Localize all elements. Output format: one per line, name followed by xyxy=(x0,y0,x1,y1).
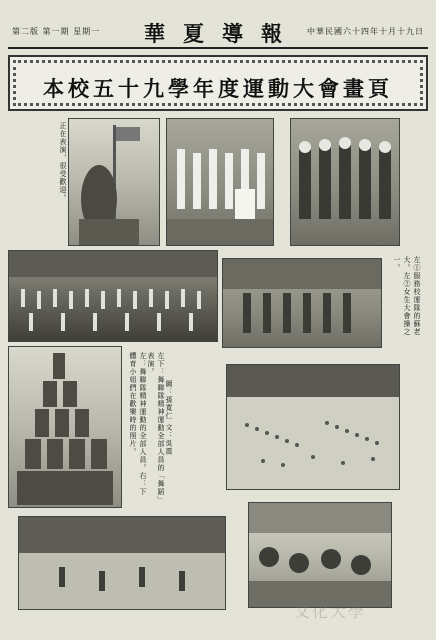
masthead-rule xyxy=(8,47,428,49)
photo-spectators xyxy=(248,502,392,608)
masthead xyxy=(8,22,428,46)
photo-credit: 圖：孫寬仁 文：吳震 xyxy=(165,380,173,456)
photo-parade-formation xyxy=(222,258,382,348)
watermark: 文化大學 xyxy=(293,602,366,621)
title-banner xyxy=(8,55,428,111)
photo-outdoor-show xyxy=(18,516,226,610)
caption-top-left: 正在表演，很受歡迎。 xyxy=(59,122,67,202)
caption-middle-right: 左①服務校運隊的蘇老大。左②女生大會操之一。 xyxy=(393,256,421,336)
page-title: 本校五十九學年度運動大會畫頁 xyxy=(43,76,393,101)
paper-name: 華夏導報 xyxy=(144,21,300,46)
photo-drum-corps xyxy=(290,118,400,246)
photo-human-pyramid xyxy=(8,346,122,508)
caption-lower-right: 左：舞聯隊精神運動的全部人員。右：下體育小姐們在歡樂時的照片。 xyxy=(129,352,147,496)
issue-date: 中華民國六十四年十月十九日 xyxy=(307,27,424,36)
caption-lower-right-2: 左下：舞聯隊精神運動全部人員的「舞蹈」表演。 xyxy=(147,352,165,501)
photo-marching-band xyxy=(166,118,274,246)
issue-info: 第二版 第一期 星期一 xyxy=(12,27,101,36)
photo-mass-calisthenics xyxy=(8,250,218,342)
photo-field-formation xyxy=(226,364,400,490)
photo-flag-raising xyxy=(68,118,160,246)
